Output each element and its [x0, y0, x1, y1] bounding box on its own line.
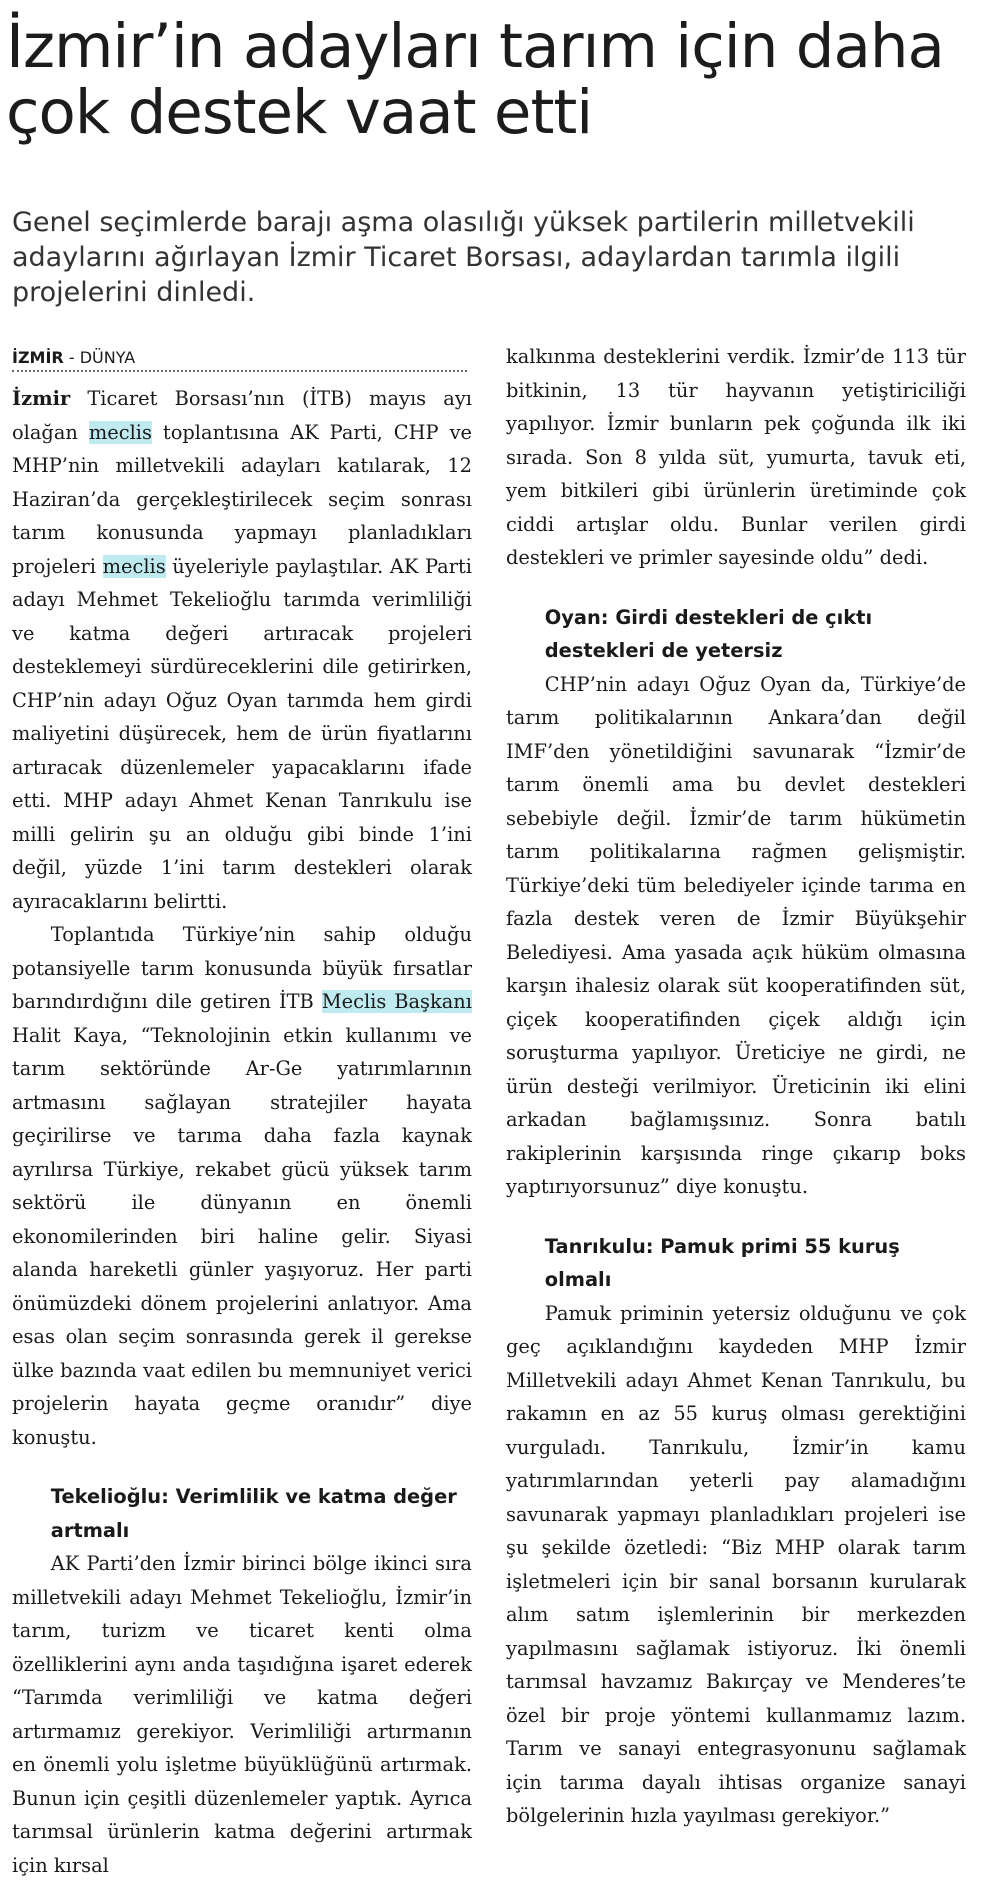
tanrikulu-paragraph: Pamuk priminin yetersiz olduğunu ve çok geç açıklandığını kaydeden MHP İzmir Milletvekili adayı Ahmet Kenan Tanrıkulu, bu rakamın en az 55 kuruş olması gerektiğini vurguladı. Tanrıkulu, İzmir’in kamu yatırımlarından yeterli pay alamadığını savunarak yapmayı planladıkları projeleri ise şu şekilde özetledi: “Biz MHP olarak tarım işletmeleri için bir sanal borsanın kurularak alım satım işlemlerinin bir merkezden yapılmasını sağlamak istiyoruz. İki önemli tarımsal havzamız Bakırçay ve Menderes’te özel bir proje yöntemi kullanmamız lazım. Tarım ve sanayi entegrasyonunu sağlamak için tarıma dayalı ihtisas organize sanayi bölgelerinin hızla yayılması gerekiyor.”: [506, 1301, 966, 1827]
highlight-meclis-baskani: Meclis Başkanı: [321, 990, 472, 1013]
kaya-text-2: Halit Kaya, “Teknolojinin etkin kullanımı ve tarım sektöründe Ar-Ge yatırımlarının artmasını sağlayan stratejiler hayata geçirilirse ve tarıma daha fazla kaynak ayrılırsa Türkiye, rekabet gücü yüksek tarım sektörü ile dünyanın en önemli ekonomilerinden biri haline gelir. Siyasi alanda hareketli günler yaşıyoruz. Her parti önümüzdeki dönem projelerini anlatıyor. Ama esas olan seçim sonrasında gerek il gerekse ülke bazında vaat edilen bu memnuniyet verici projelerin hayata geçme oranıdır” diye konuştu.: [12, 1023, 472, 1449]
intro-paragraph: [12, 382, 472, 918]
highlight-meclis-2: meclis: [102, 554, 166, 578]
intro-lead: İzmir: [12, 387, 71, 410]
byline-city: İZMİR: [12, 348, 64, 367]
byline: [12, 346, 467, 372]
subheading-tekelioglu: Tekelioğlu: Verimlilik ve katma değer artmalı: [50, 1485, 457, 1542]
kaya-paragraph: [12, 918, 472, 1454]
headline: İzmir’in adayları tarım için daha çok destek vaat etti: [6, 11, 944, 148]
subheading-tanrikulu: Tanrıkulu: Pamuk primi 55 kuruş olmalı: [544, 1234, 900, 1291]
deck-subtitle: Genel seçimlerde barajı aşma olasılığı yüksek partilerin milletvekili adaylarını ağırlayan İzmir Ticaret Borsası, adaylardan tarımla ilgili projelerini dinledi.: [12, 207, 915, 308]
highlight-meclis-1: meclis: [88, 420, 152, 444]
byline-source: DÜNYA: [79, 348, 136, 367]
intro-text-1: Ticaret Borsası’nın (İTB) mayıs ayı olağan: [12, 387, 472, 444]
tekelioglu-paragraph: AK Parti’den İzmir birinci bölge ikinci sıra milletvekili adayı Mehmet Tekelioğlu, İzmir’in tarım, turizm ve ticaret kenti olma özelliklerini aynı anda taşıdığına işaret ederek “Tarımda verimliliği ve katma değeri artırmamız gerekiyor. Verimliliği artırmanın en önemli yolu işletme büyüklüğünü artırmak. Bunun için çeşitli düzenlemeler yaptık. Ayrıca tarımsal ürünlerin katma değerini artırmak için kırsal: [12, 1552, 472, 1877]
oyan-paragraph: CHP’nin adayı Oğuz Oyan da, Türkiye’de tarım politikalarının Ankara’dan değil IMF’den yönetildiğini savunarak “İzmir’de tarım önemli ama bu devlet destekleri sebebiyle değil. İzmir’de tarım hükümetin tarım politikalarına rağmen gelişmiştir. Türkiye’deki tüm belediyeler içinde tarıma en fazla destek veren de İzmir Büyükşehir Belediyesi. Ama yasada açık hüküm olmasına karşın ihalesiz olarak süt kooperatifinden süt, çiçek kooperatifinden çiçek aldığı için soruşturma yapılıyor. Üreticiye ne girdi, ne ürün desteği verilmiyor. Üreticinin iki elini arkadan bağlamışsınız. Sonra batılı rakiplerinin karşısında ringe çıkarıp boks yaptırıyorsunuz” diye konuştu.: [506, 672, 966, 1198]
subheading-oyan: Oyan: Girdi destekleri de çıktı destekleri de yetersiz: [544, 605, 873, 662]
article-column-left: [12, 382, 472, 1882]
article-column-right: [506, 340, 966, 1833]
kaya-text-1: Toplantıda Türkiye’nin sahip olduğu potansiyelle tarım konusunda büyük fırsatlar barındırdığını dile getiren İTB: [12, 923, 472, 1013]
tekelioglu-continuation: kalkınma desteklerini verdik. İzmir’de 113 tür bitkinin, 13 tür hayvanın yetiştiriciliği yapılıyor. İzmir bunların pek çoğunda ilk iki sırada. Son 8 yılda süt, yumurta, tavuk eti, yem bitkileri gibi ürünlerin üretiminde çok ciddi artışlar oldu. Bunlar verilen girdi destekleri ve primler sayesinde oldu” dedi.: [506, 345, 966, 569]
byline-separator: -: [63, 348, 80, 367]
intro-text-2: toplantısına AK Parti, CHP ve MHP’nin milletvekili adayları katılarak, 12 Haziran’da gerçekleştirilecek seçim sonrası tarım konusunda yapmayı planladıkları projeleri: [12, 420, 472, 578]
intro-text-3: üyeleriyle paylaştılar. AK Parti adayı Mehmet Tekelioğlu tarımda verimliliği ve katma değeri artıracak projeleri desteklemeyi sürdüreceklerini dile getirirken, CHP’nin adayı Oğuz Oyan tarımda hem girdi maliyetini düşürecek, hem de ürün fiyatlarını artıracak düzenlemeler yapacaklarını ifade etti. MHP adayı Ahmet Kenan Tanrıkulu ise milli gelirin şu an olduğu gibi binde 1’ini değil, yüzde 1’ini tarım destekleri olarak ayıracaklarını belirtti.: [12, 554, 473, 913]
